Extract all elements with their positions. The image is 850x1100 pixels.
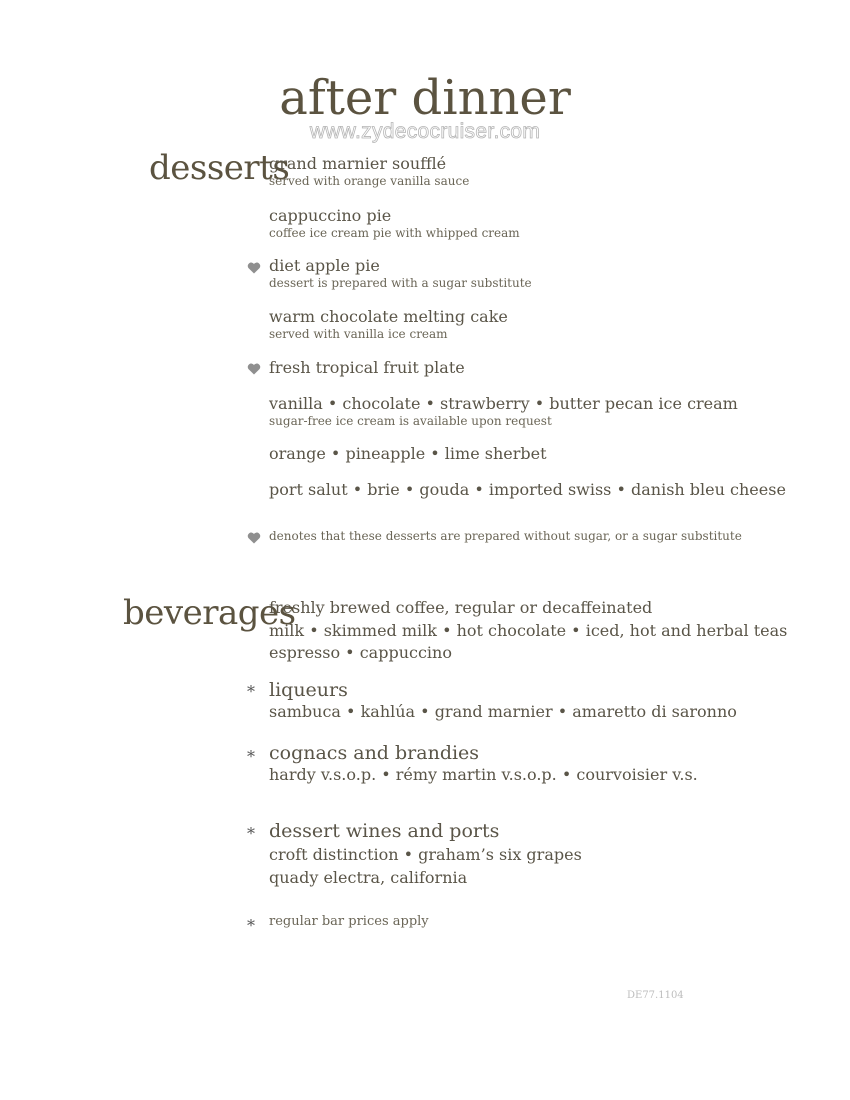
dessert-description: served with vanilla ice cream — [269, 327, 448, 341]
dessert-name: warm chocolate melting cake — [269, 307, 508, 326]
dessert-item — [269, 307, 508, 341]
dessert-wines-group — [269, 819, 582, 889]
dessert-item — [269, 256, 532, 290]
desserts-heading: desserts — [149, 148, 290, 188]
cognacs-items: hardy v.s.o.p. • rémy martin v.s.o.p. • courvoisier v.s. — [269, 765, 698, 784]
dessert-wines-line: quady electra, california — [269, 868, 468, 887]
liqueurs-title: liqueurs — [269, 679, 348, 701]
liqueurs-items: sambuca • kahlúa • grand marnier • amaretto di saronno — [269, 702, 737, 721]
dessert-item — [269, 206, 520, 240]
beverages-heading: beverages — [123, 593, 296, 633]
dessert-name: cappuccino pie — [269, 206, 392, 225]
menu-code: DE77.1104 — [627, 990, 684, 1001]
dessert-name: fresh tropical fruit plate — [269, 358, 465, 377]
dessert-name: diet apple pie — [269, 256, 380, 275]
liqueurs-group — [269, 678, 737, 722]
dessert-name: grand marnier soufflé — [269, 154, 447, 173]
dessert-description: coffee ice cream pie with whipped cream — [269, 226, 520, 240]
dessert-description: served with orange vanilla sauce — [269, 174, 470, 188]
dessert-item — [269, 358, 465, 378]
asterisk-icon: * — [247, 682, 255, 701]
star-note: regular bar prices apply — [269, 914, 429, 929]
dessert-wines-line: croft distinction • graham’s six grapes — [269, 845, 582, 864]
dessert-name: vanilla • chocolate • strawberry • butter pecan ice cream — [269, 394, 738, 413]
beverage-list — [269, 597, 787, 665]
dessert-item — [269, 444, 547, 464]
asterisk-icon: * — [247, 916, 255, 935]
dessert-description: dessert is prepared with a sugar substitute — [269, 276, 532, 290]
beverage-line: freshly brewed coffee, regular or decaffeinated — [269, 598, 653, 617]
heart-note: denotes that these desserts are prepared without sugar, or a sugar substitute — [269, 529, 742, 543]
dessert-item — [269, 394, 738, 428]
beverage-line: milk • skimmed milk • hot chocolate • iced, hot and herbal teas — [269, 620, 788, 640]
page-title: after dinner — [279, 70, 571, 126]
heart-icon — [247, 363, 261, 375]
dessert-name: orange • pineapple • lime sherbet — [269, 444, 547, 463]
cognacs-title: cognacs and brandies — [269, 742, 480, 764]
asterisk-icon: * — [247, 824, 255, 843]
asterisk-icon: * — [247, 747, 255, 766]
cognacs-group — [269, 741, 698, 785]
dessert-item — [269, 480, 786, 500]
heart-icon — [247, 532, 261, 544]
dessert-wines-title: dessert wines and ports — [269, 820, 500, 842]
beverage-line: espresso • cappuccino — [269, 643, 452, 662]
heart-icon — [247, 262, 261, 274]
dessert-description: sugar-free ice cream is available upon request — [269, 414, 552, 428]
watermark: www.zydecocruiser.com — [309, 120, 541, 143]
dessert-name: port salut • brie • gouda • imported swiss • danish bleu cheese — [269, 480, 786, 499]
dessert-item — [269, 154, 469, 188]
